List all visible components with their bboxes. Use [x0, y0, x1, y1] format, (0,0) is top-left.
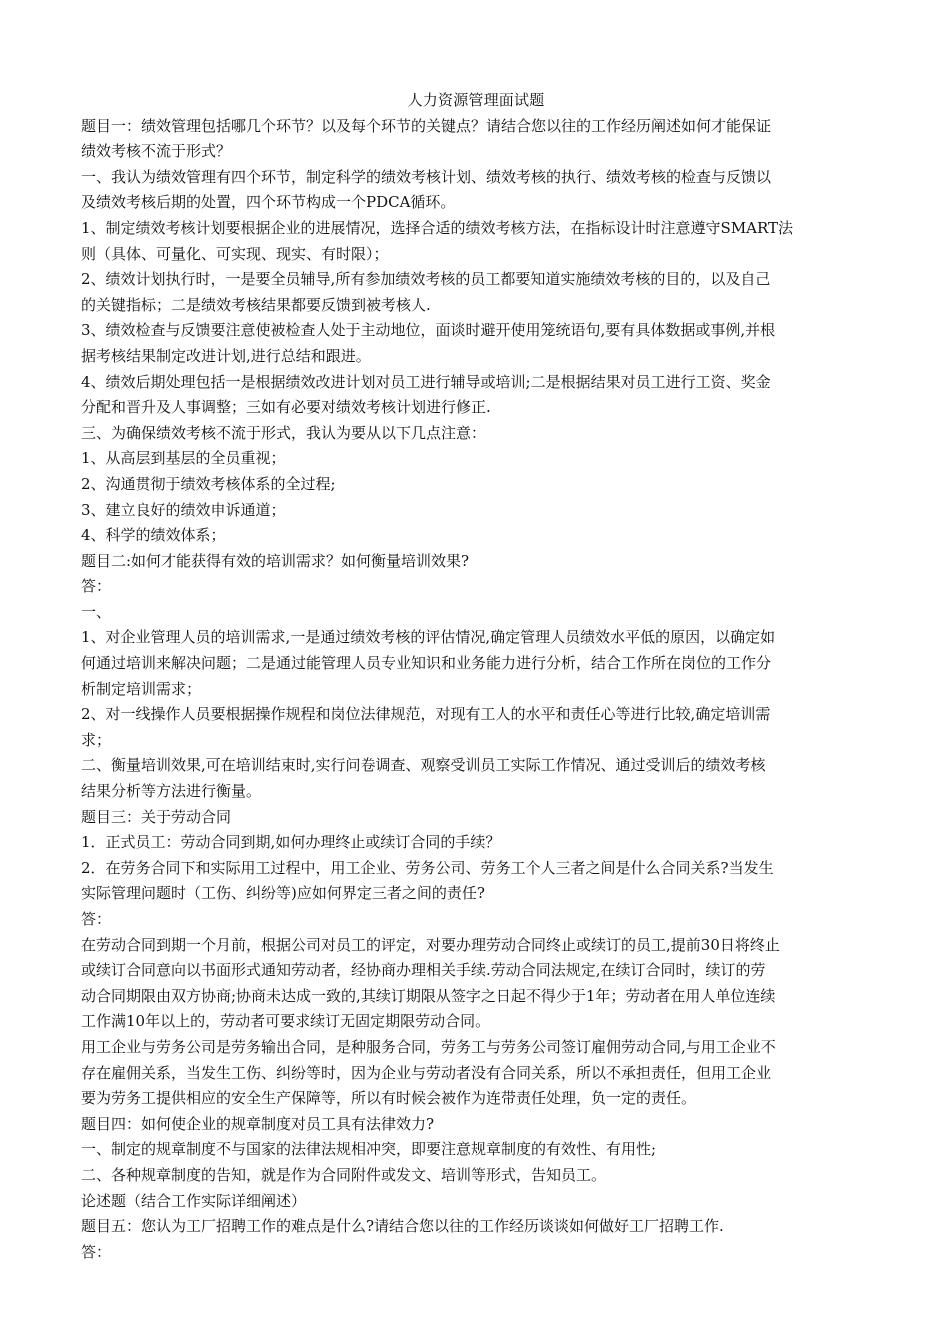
text-line: 二、各种规章制度的告知，就是作为合同附件或发文、培训等形式，告知员工。 [81, 1165, 607, 1184]
text-line: 一、制定的规章制度不与国家的法律法规相冲突，即要注意规章制度的有效性、有用性; [81, 1140, 657, 1159]
text-line: 题目一：绩效管理包括哪几个环节？以及每个环节的关键点？请结合您以往的工作经历阐述如何才能保证 [81, 116, 772, 135]
text-line: 1．正式员工：劳动合同到期,如何办理终止或续订合同的手续？ [81, 833, 501, 852]
text-line: 工作满10年以上的，劳动者可要求续订无固定期限劳动合同。 [81, 1012, 491, 1031]
text-line: 答： [81, 910, 112, 928]
text-line: 在劳动合同到期一个月前，根据公司对员工的评定，对要办理劳动合同终止或续订的员工,提前30日将终止 [81, 935, 780, 954]
text-line: 1、对企业管理人员的培训需求,一是通过绩效考核的评估情况,确定管理人员绩效水平低的原因，以确定如 [81, 628, 776, 647]
text-line: 3、建立良好的绩效申诉通道； [81, 500, 286, 519]
text-line: 求； [81, 730, 112, 749]
document-title: 人力资源管理面试题 [407, 91, 545, 109]
text-line: 题目二:如何才能获得有效的培训需求？如何衡量培训效果? [81, 551, 470, 570]
text-line: 何通过培训来解决问题；二是通过能管理人员专业知识和业务能力进行分析，结合工作所在岗位的工作分 [81, 654, 772, 673]
text-line: 2、沟通贯彻于绩效考核体系的全过程; [81, 474, 336, 493]
text-line: 1、从高层到基层的全员重视； [81, 449, 286, 468]
document-page [81, 88, 871, 1265]
text-line: 析制定培训需求； [81, 679, 202, 698]
text-line: 据考核结果制定改进计划,进行总结和跟进。 [81, 346, 371, 365]
text-line: 论述题（结合工作实际详细阐述） [81, 1191, 307, 1210]
text-line: 一、 [81, 602, 112, 621]
text-line: 4、科学的绩效体系； [81, 526, 226, 545]
text-line: 实际管理问题时（工伤、纠纷等)应如何界定三者之间的责任? [81, 884, 485, 903]
text-line: 要为劳务工提供相应的安全生产保障等，所以有时候会被作为连带责任处理，负一定的责任。 [81, 1089, 697, 1108]
text-line: 及绩效考核后期的处置，四个环节构成一个PDCA循环。 [81, 193, 456, 212]
text-line: 二、衡量培训效果,可在培训结束时,实行问卷调查、观察受训员工实际工作情况、通过受训后的绩效考核 [81, 756, 766, 775]
text-line: 用工企业与劳务公司是劳务输出合同，是种服务合同，劳务工与劳务公司签订雇佣劳动合同,与用工企业不 [81, 1037, 776, 1056]
text-line: 2、对一线操作人员要根据操作规程和岗位法律规范，对现有工人的水平和责任心等进行比较,确定培训需 [81, 705, 771, 724]
text-line: 4、绩效后期处理包括一是根据绩效改进计划对员工进行辅导或培训;二是根据结果对员工进行工资、奖金 [81, 372, 771, 391]
document-body [81, 114, 871, 1266]
text-line: 答： [81, 577, 112, 596]
text-line: 2、绩效计划执行时，一是要全员辅导,所有参加绩效考核的员工都要知道实施绩效考核的目的，以及自己 [81, 270, 771, 289]
text-line: 分配和晋升及人事调整；三如有必要对绩效考核计划进行修正. [81, 398, 491, 417]
text-line: 动合同期限由双方协商;协商未达成一致的,其续订期限从签字之日起不得少于1年；劳动者在用人单位连续 [81, 986, 776, 1005]
text-line: 答： [81, 1242, 112, 1261]
text-line: 结果分析等方法进行衡量。 [81, 782, 262, 801]
text-line: 存在雇佣关系，当发生工伤、纠纷等时，因为企业与劳动者没有合同关系，所以不承担责任，但用工企业 [81, 1063, 772, 1082]
text-line: 三、为确保绩效考核不流于形式，我认为要从以下几点注意： [81, 423, 487, 442]
text-line: 2．在劳务合同下和实际用工过程中，用工企业、劳务公司、劳务工个人三者之间是什么合同关系?当发生 [81, 858, 774, 877]
text-line: 3、绩效检查与反馈要注意使被检查人处于主动地位，面谈时避开使用笼统语句,要有具体数据或事例,并根 [81, 321, 776, 340]
text-line: 题目五：您认为工厂招聘工作的难点是什么?请结合您以往的工作经历谈谈如何做好工厂招聘工作. [81, 1217, 724, 1236]
text-line: 一、我认为绩效管理有四个环节，制定科学的绩效考核计划、绩效考核的执行、绩效考核的检查与反馈以 [81, 167, 772, 186]
text-line: 题目四：如何使企业的规章制度对员工具有法律效力? [81, 1114, 435, 1133]
text-line: 则（具体、可量化、可实现、现实、有时限）； [81, 244, 389, 263]
text-line: 题目三：关于劳动合同 [81, 807, 232, 826]
text-line: 的关键指标；二是绩效考核结果都要反馈到被考核人. [81, 295, 431, 314]
text-line: 绩效考核不流于形式？ [81, 142, 232, 161]
text-line: 1、制定绩效考核计划要根据企业的进展情况，选择合适的绩效考核方法，在指标设计时注意遵守SMART法 [81, 218, 794, 237]
text-line: 或续订合同意向以书面形式通知劳动者，经协商办理相关手续.劳动合同法规定,在续订合同时，续订的劳 [81, 961, 766, 980]
